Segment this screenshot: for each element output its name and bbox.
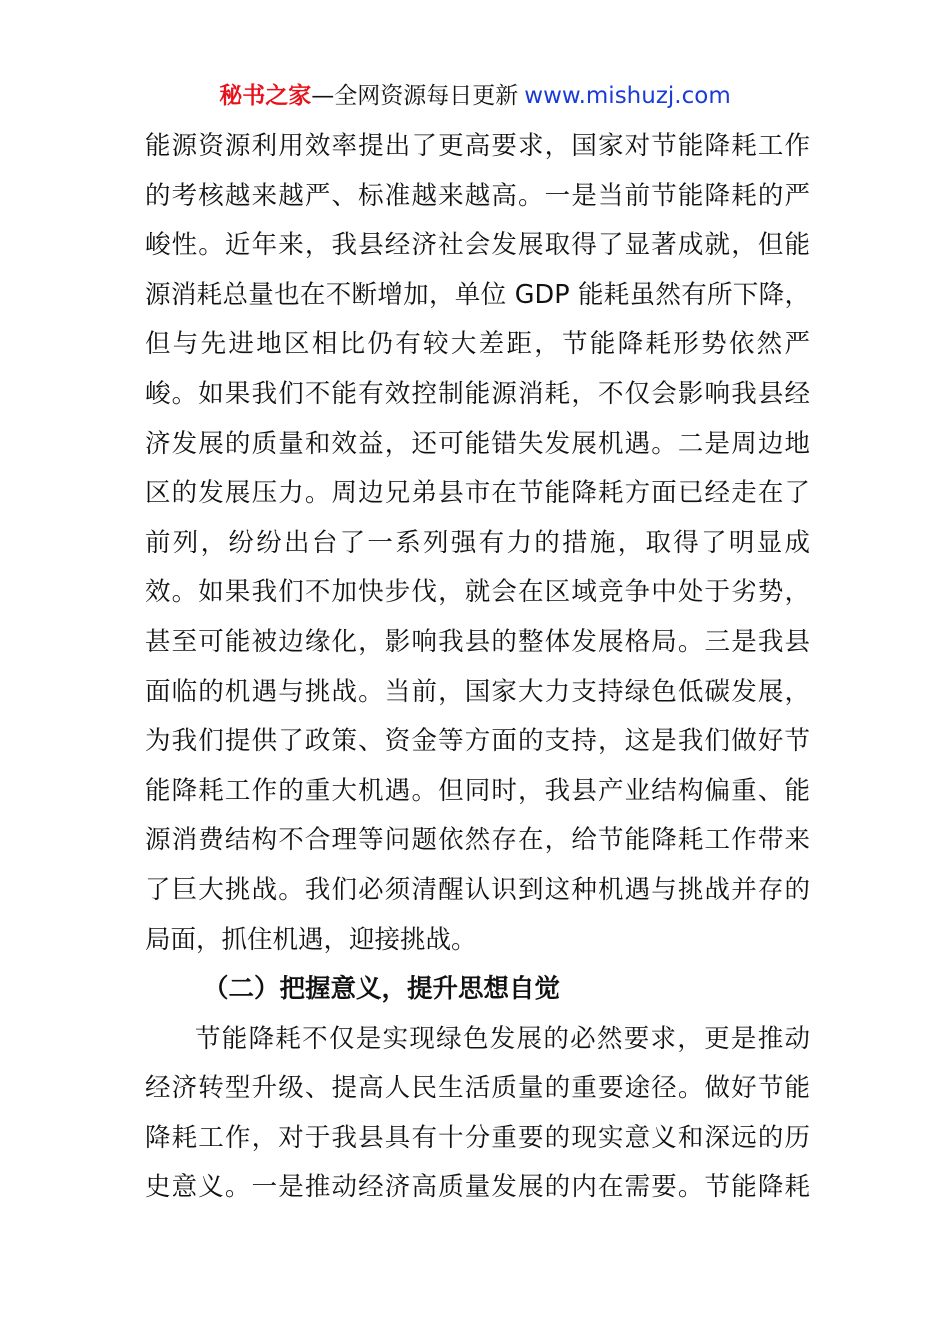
body-text-line: 效。如果我们不加快步伐，就会在区域竞争中处于劣势， <box>145 577 810 608</box>
body-text-line: 峻。如果我们不能有效控制能源消耗，不仅会影响我县经 <box>145 378 810 409</box>
body-text-line: 源消费结构不合理等问题依然存在，给节能降耗工作带来 <box>145 825 810 856</box>
body-text-line: 面临的机遇与挑战。当前，国家大力支持绿色低碳发展， <box>145 676 810 707</box>
page-header <box>0 80 950 112</box>
body-text-line: 区的发展压力。周边兄弟县市在节能降耗方面已经走在了 <box>145 478 810 509</box>
body-text-line: 史意义。一是推动经济高质量发展的内在需要。节能降耗 <box>145 1172 810 1203</box>
body-text-line: 能源资源利用效率提出了更高要求，国家对节能降耗工作 <box>145 131 810 161</box>
section-heading: （二）把握意义，提升思想自觉 <box>203 974 561 1005</box>
body-text-line: 济发展的质量和效益，还可能错失发展机遇。二是周边地 <box>145 428 810 459</box>
document-body <box>145 122 810 1213</box>
body-text-line: 局面，抓住机遇，迎接挑战。 <box>145 924 477 955</box>
body-text-line: 节能降耗不仅是实现绿色发展的必然要求，更是推动 <box>195 1023 810 1054</box>
body-text-line: 经济转型升级、提高人民生活质量的重要途径。做好节能 <box>145 1073 810 1104</box>
header-tagline: —全网资源每日更新 <box>311 83 519 109</box>
body-text-line: 降耗工作，对于我县具有十分重要的现实意义和深远的历 <box>145 1122 810 1153</box>
body-text-line: 峻性。近年来，我县经济社会发展取得了显著成就，但能 <box>145 230 810 261</box>
body-text-line: 的考核越来越严、标准越来越高。一是当前节能降耗的严 <box>145 180 810 211</box>
body-text-line: 能降耗工作的重大机遇。但同时，我县产业结构偏重、能 <box>145 775 810 806</box>
header-brand: 秘书之家 <box>219 83 312 109</box>
body-text-line: 前列，纷纷出台了一系列强有力的措施，取得了明显成 <box>145 527 810 558</box>
body-text-line: 为我们提供了政策、资金等方面的支持，这是我们做好节 <box>145 726 810 757</box>
body-text-line: 但与先进地区相比仍有较大差距，节能降耗形势依然严 <box>145 329 810 360</box>
header-url-link[interactable]: www.mishuzj.com <box>524 83 731 109</box>
body-text-line: 源消耗总量也在不断增加，单位 GDP 能耗虽然有所下降， <box>145 279 810 310</box>
body-text-line: 甚至可能被边缘化，影响我县的整体发展格局。三是我县 <box>145 626 810 657</box>
body-text-line: 了巨大挑战。我们必须清醒认识到这种机遇与挑战并存的 <box>145 874 810 905</box>
